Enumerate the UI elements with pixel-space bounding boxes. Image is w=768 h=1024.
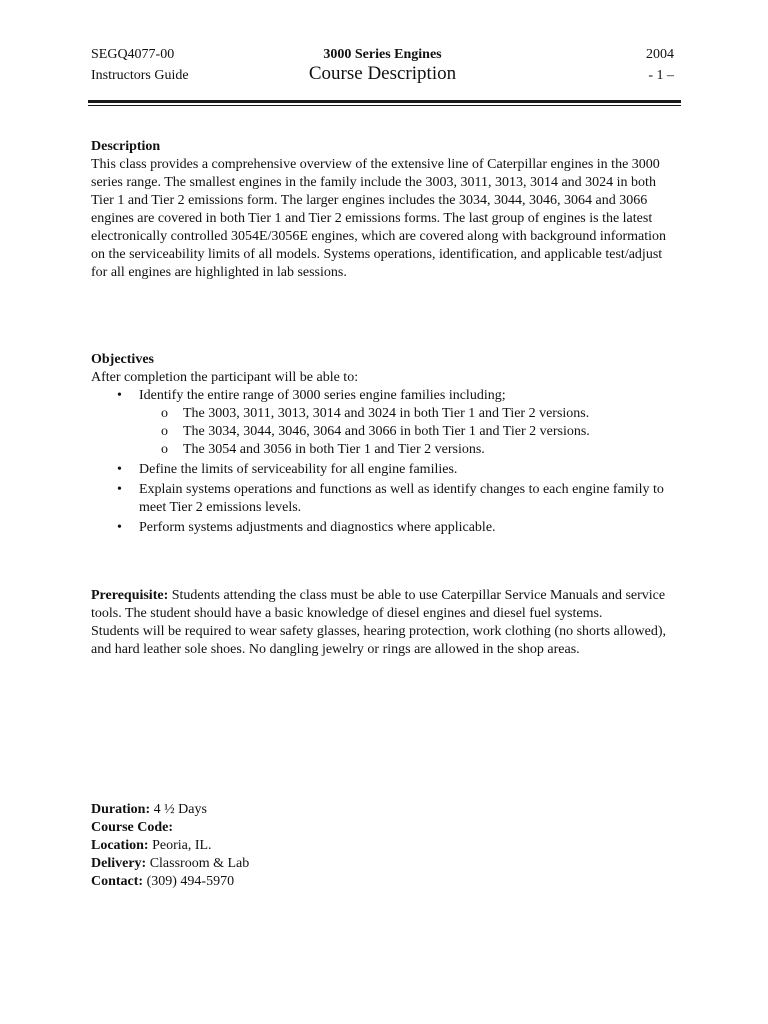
location-line xyxy=(91,837,691,855)
bullet-icon: • xyxy=(117,388,122,403)
header-row-bottom xyxy=(91,63,674,87)
document-year: 2004 xyxy=(646,47,674,62)
delivery-line xyxy=(91,855,691,873)
objective-text: Identify the entire range of 3000 series engine families including; xyxy=(139,388,506,403)
document-code: SEGQ4077-00 xyxy=(91,47,175,62)
subitem-text: The 3003, 3011, 3013, 3014 and 3024 in both Tier 1 and Tier 2 versions. xyxy=(183,406,590,421)
subitem-text: The 3054 and 3056 in both Tier 1 and Tier 2 versions. xyxy=(183,442,485,457)
duration-value: 4 ½ Days xyxy=(150,802,207,817)
circle-bullet-icon: o xyxy=(161,442,168,457)
guide-label: Instructors Guide xyxy=(91,68,189,83)
circle-bullet-icon: o xyxy=(161,406,168,421)
description-heading: Description xyxy=(91,139,161,154)
prerequisite-paragraph xyxy=(91,587,681,623)
contact-label: Contact: xyxy=(91,874,144,889)
objective-text: Explain systems operations and functions as well as identify changes to each engine family to meet Tier 2 emissions levels. xyxy=(139,482,664,515)
series-title: 3000 Series Engines xyxy=(323,47,442,62)
bullet-icon: • xyxy=(117,462,122,477)
list-item xyxy=(91,519,681,537)
course-code-line xyxy=(91,819,691,837)
list-item xyxy=(91,387,681,459)
list-item xyxy=(91,461,681,479)
subitem-text: The 3034, 3044, 3046, 3064 and 3066 in both Tier 1 and Tier 2 versions. xyxy=(183,424,590,439)
objective-text: Define the limits of serviceability for all engine families. xyxy=(139,462,458,477)
course-code-label: Course Code: xyxy=(91,820,174,835)
circle-bullet-icon: o xyxy=(161,424,168,439)
objectives-section xyxy=(91,351,681,539)
list-item xyxy=(91,481,681,517)
description-body: This class provides a comprehensive overview of the extensive line of Caterpillar engines in the 3000 series range. The smallest engines in the family include the 3003, 3011, 3013, 3014 and 3024 in both Tier 1 and Tier 2 emissions form. The larger engines includes the 3034, 3044, 3046, 3064 and 3066 engines are covered in both Tier 1 and Tier 2 emissions forms. The last group of engines is the latest electronically controlled 3054E/3056E engines, which are covered along with background information on the serviceability limits of all models. Systems operations, identification, and applicable test/adjust for all engines are highlighted in lab sessions. xyxy=(91,157,666,280)
bullet-icon: • xyxy=(117,482,122,497)
objective-sublist xyxy=(91,405,681,459)
duration-label: Duration: xyxy=(91,802,151,817)
contact-value: (309) 494-5970 xyxy=(143,874,235,889)
objectives-intro: After completion the participant will be able to: xyxy=(91,370,359,385)
page-title: Course Description xyxy=(308,63,457,84)
description-section xyxy=(91,138,676,282)
location-label: Location: xyxy=(91,838,149,853)
course-info-section xyxy=(91,801,691,891)
prerequisite-section xyxy=(91,587,681,659)
objectives-list xyxy=(91,387,681,537)
prerequisite-text: Students attending the class must be able to use Caterpillar Service Manuals and service tools. The student should have a basic knowledge of diesel engines and diesel fuel systems. xyxy=(91,588,666,621)
list-item xyxy=(91,423,681,441)
safety-requirements: Students will be required to wear safety glasses, hearing protection, work clothing (no shorts allowed), and hard leather sole shoes. No dangling jewelry or rings are allowed in the shop areas. xyxy=(91,624,667,657)
prerequisite-label: Prerequisite: xyxy=(91,588,169,603)
objective-text: Perform systems adjustments and diagnostics where applicable. xyxy=(139,520,496,535)
page-number: - 1 – xyxy=(648,68,674,83)
contact-line xyxy=(91,873,691,891)
header-divider-thick xyxy=(88,100,681,103)
bullet-icon: • xyxy=(117,520,122,535)
duration-line xyxy=(91,801,691,819)
delivery-value: Classroom & Lab xyxy=(146,856,250,871)
list-item xyxy=(91,405,681,423)
header-divider-thin xyxy=(88,105,681,106)
delivery-label: Delivery: xyxy=(91,856,147,871)
list-item xyxy=(91,441,681,459)
location-value: Peoria, IL. xyxy=(148,838,212,853)
objectives-heading: Objectives xyxy=(91,352,154,367)
